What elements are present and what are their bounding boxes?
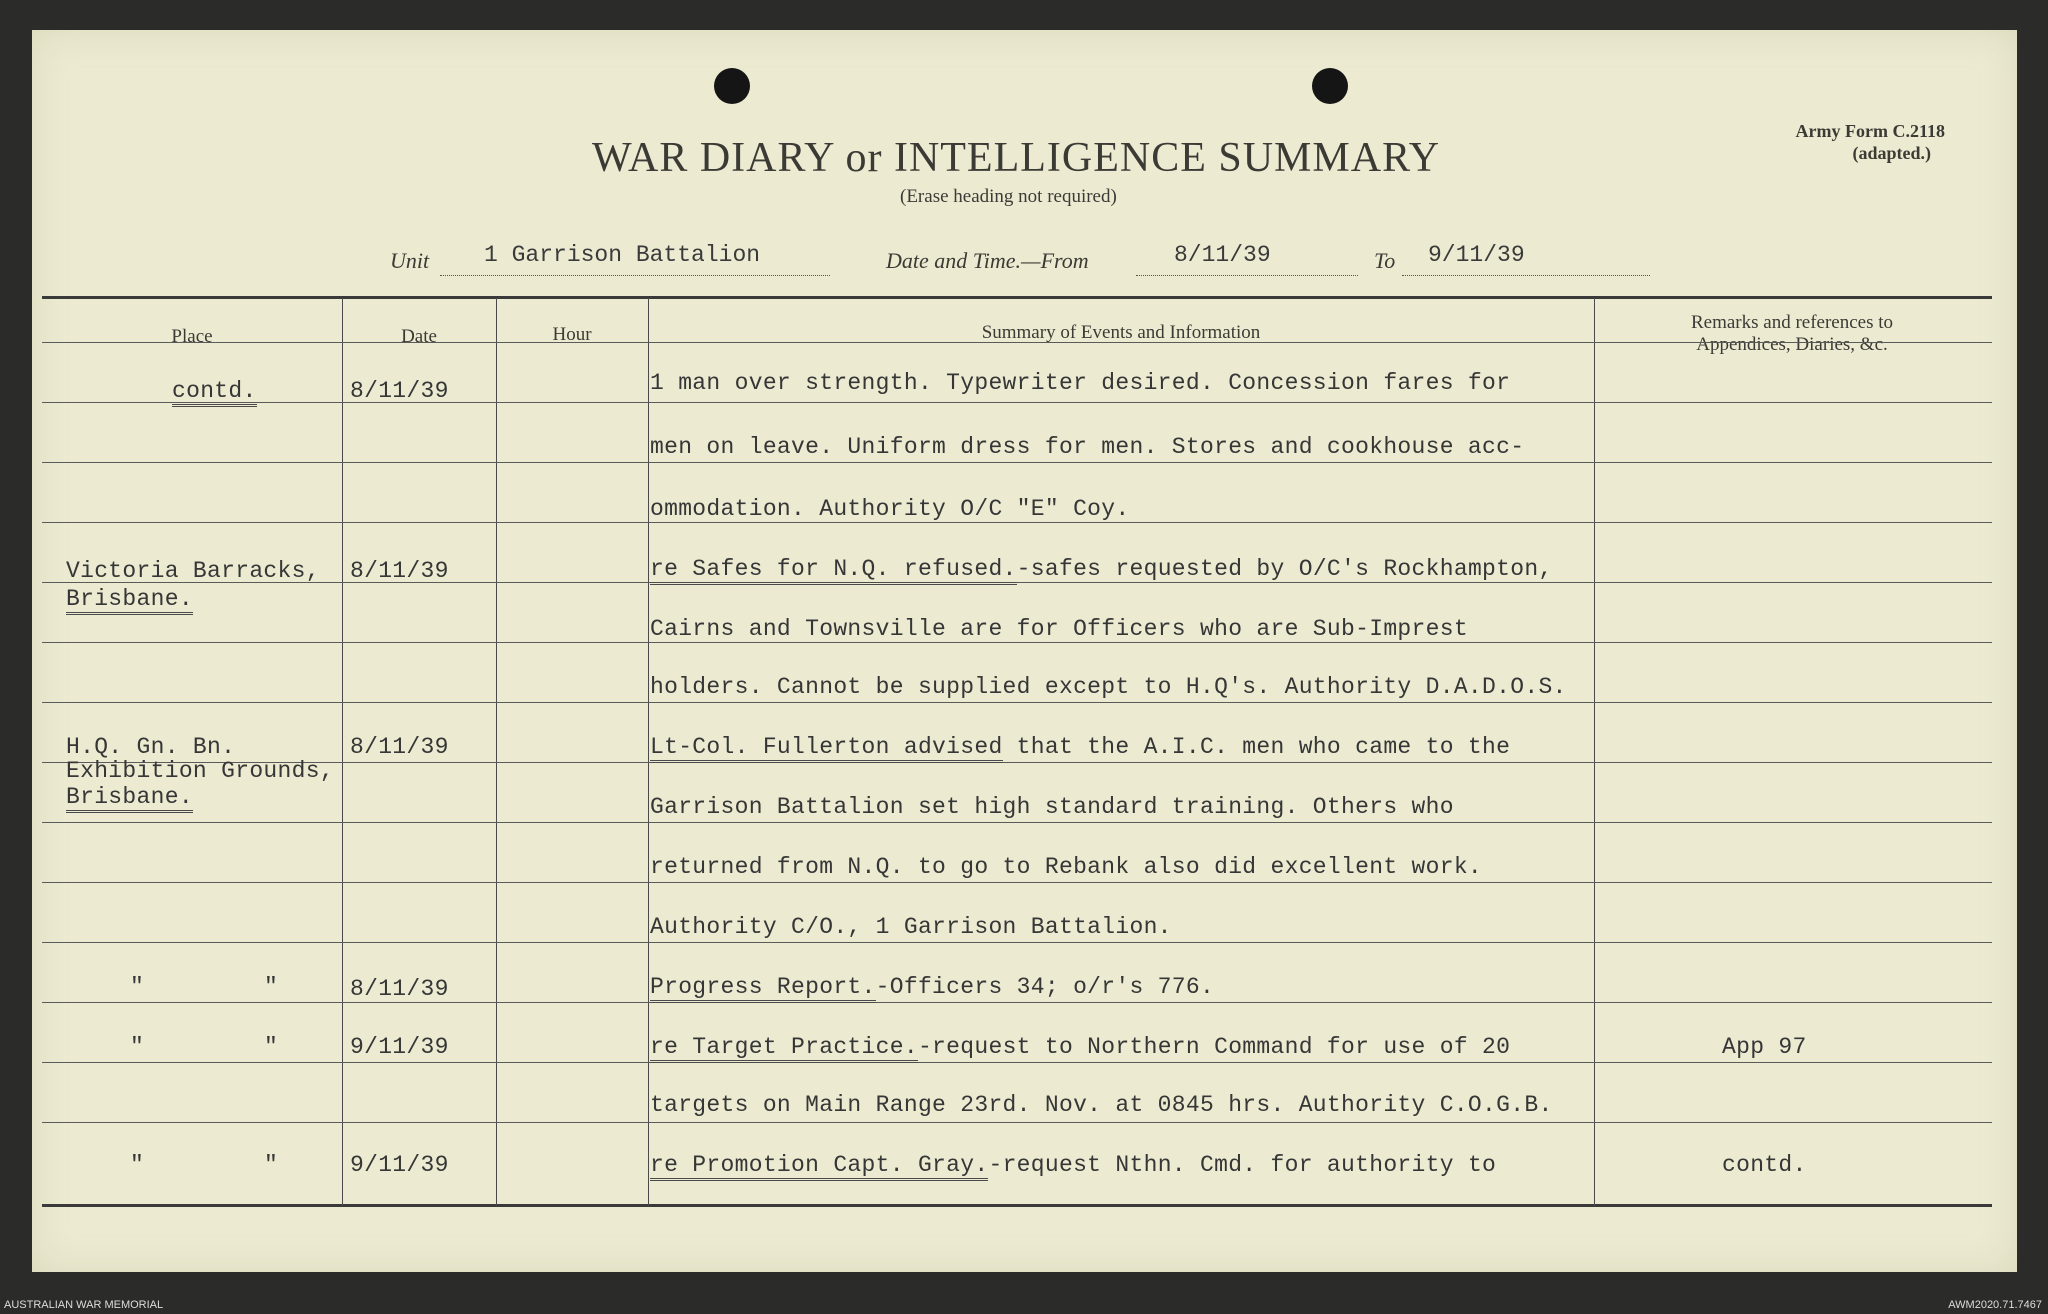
entry-date: 9/11/39 xyxy=(350,1034,449,1060)
summary-line: targets on Main Range 23rd. Nov. at 0845 hrs. Authority C.O.G.B. xyxy=(650,1092,1553,1118)
entry-date: 8/11/39 xyxy=(350,558,449,584)
summary-line: Cairns and Townsville are for Officers who are Sub-Imprest xyxy=(650,616,1468,642)
row-rule xyxy=(42,762,1992,763)
column-place: Place xyxy=(171,326,213,347)
column-date: Date xyxy=(401,326,437,347)
title-main: WAR DIARY xyxy=(592,135,834,181)
ditto-mark: " xyxy=(130,1034,145,1060)
column-summary: Summary of Events and Information xyxy=(981,322,1261,343)
col-divider-date xyxy=(496,298,497,1206)
subject-progress-report: Progress Report. xyxy=(650,974,876,1003)
date-label: Date and Time.—From xyxy=(886,248,1089,273)
ditto-mark: " xyxy=(264,1034,279,1060)
row-rule xyxy=(42,1062,1992,1063)
summary-line: ommodation. Authority O/C "E" Coy. xyxy=(650,496,1130,522)
summary-line: 1 man over strength. Typewriter desired. Concession fares for xyxy=(650,370,1511,396)
table-bottom-rule xyxy=(42,1204,1992,1207)
row-rule xyxy=(42,882,1992,883)
to-label: To xyxy=(1374,248,1396,273)
summary-line: Authority C/O., 1 Garrison Battalion. xyxy=(650,914,1172,940)
ditto-mark: " xyxy=(130,974,145,1000)
summary-line: -Officers 34; o/r's 776. xyxy=(875,974,1215,1000)
ditto-mark: " xyxy=(264,1152,279,1178)
place-victoria-barracks: Victoria Barracks, xyxy=(66,558,320,584)
summary-line: men on leave. Uniform dress for men. Stores and cookhouse acc- xyxy=(650,434,1525,460)
entry-date: 8/11/39 xyxy=(350,976,449,1002)
summary-line: -safes requested by O/C's Rockhampton, xyxy=(1016,556,1553,582)
footer-accession: AWM2020.71.7467 xyxy=(1948,1299,2042,1311)
place-exhibition-grounds: Exhibition Grounds, xyxy=(66,758,334,784)
row-rule xyxy=(42,522,1992,523)
from-dotline xyxy=(1136,275,1358,276)
entry-date: 9/11/39 xyxy=(350,1152,449,1178)
from-value: 8/11/39 xyxy=(1174,242,1271,268)
summary-line: holders. Cannot be supplied except to H.Q's. Authority D.A.D.O.S. xyxy=(650,674,1567,700)
row-rule xyxy=(42,942,1992,943)
unit-value: 1 Garrison Battalion xyxy=(484,242,761,268)
title-or: or xyxy=(845,135,883,181)
unit-label: Unit xyxy=(390,248,430,273)
remarks-heading-line1: Remarks and references to xyxy=(1690,312,1894,333)
col-divider-place xyxy=(342,298,343,1206)
place-brisbane: Brisbane. xyxy=(66,586,193,615)
place-brisbane: Brisbane. xyxy=(66,784,193,813)
subject-target-practice: re Target Practice. xyxy=(650,1034,918,1063)
army-form-number: Army Form C.2118 xyxy=(1795,121,1945,141)
column-remarks xyxy=(1592,312,1992,356)
to-value: 9/11/39 xyxy=(1428,242,1525,268)
title-struck: INTELLIGENCE SUMMARY xyxy=(893,135,1441,181)
remark-appendix: App 97 xyxy=(1722,1034,1807,1060)
row-rule xyxy=(42,822,1992,823)
to-dotline xyxy=(1402,275,1650,276)
subject-safes: re Safes for N.Q. refused. xyxy=(650,556,1017,585)
row-rule xyxy=(42,1122,1992,1123)
remark-contd: contd. xyxy=(1722,1152,1807,1178)
place-contd: contd. xyxy=(172,378,257,407)
army-form-adapted: (adapted.) xyxy=(1852,143,1931,163)
entry-date: 8/11/39 xyxy=(350,378,449,404)
column-hour: Hour xyxy=(552,324,592,345)
entry-date: 8/11/39 xyxy=(350,734,449,760)
col-divider-summary xyxy=(1594,298,1595,1206)
row-rule xyxy=(42,1002,1992,1003)
remarks-heading-line2: Appendices, Diaries, &c. xyxy=(1696,334,1888,355)
row-rule xyxy=(42,402,1992,403)
table-top-rule xyxy=(42,296,1992,299)
row-rule xyxy=(42,702,1992,703)
subject-promotion: re Promotion Capt. Gray. xyxy=(650,1152,988,1181)
summary-line: -request to Northern Command for use of 20 xyxy=(917,1034,1511,1060)
summary-line: -request Nthn. Cmd. for authority to xyxy=(988,1152,1497,1178)
diary-sheet xyxy=(32,30,2017,1272)
punch-hole-left xyxy=(714,68,750,104)
col-divider-hour xyxy=(648,298,649,1206)
summary-line: Garrison Battalion set high standard training. Others who xyxy=(650,794,1454,820)
summary-line: returned from N.Q. to go to Rebank also did excellent work. xyxy=(650,854,1483,880)
footer-credit: AUSTRALIAN WAR MEMORIAL xyxy=(4,1299,164,1311)
erase-note: (Erase heading not required) xyxy=(900,186,1117,207)
place-hq-gn-bn: H.Q. Gn. Bn. xyxy=(66,734,236,760)
form-title xyxy=(592,134,1440,182)
ditto-mark: " xyxy=(264,974,279,1000)
summary-line: that the A.I.C. men who came to the xyxy=(1002,734,1511,760)
unit-dotline xyxy=(440,275,830,276)
army-form-label xyxy=(1796,120,1945,164)
header-rule xyxy=(42,342,1992,343)
row-rule xyxy=(42,582,1992,583)
row-rule xyxy=(42,462,1992,463)
row-rule xyxy=(42,642,1992,643)
ditto-mark: " xyxy=(130,1152,145,1178)
punch-hole-right xyxy=(1312,68,1348,104)
subject-fullerton: Lt-Col. Fullerton advised xyxy=(650,734,1003,763)
